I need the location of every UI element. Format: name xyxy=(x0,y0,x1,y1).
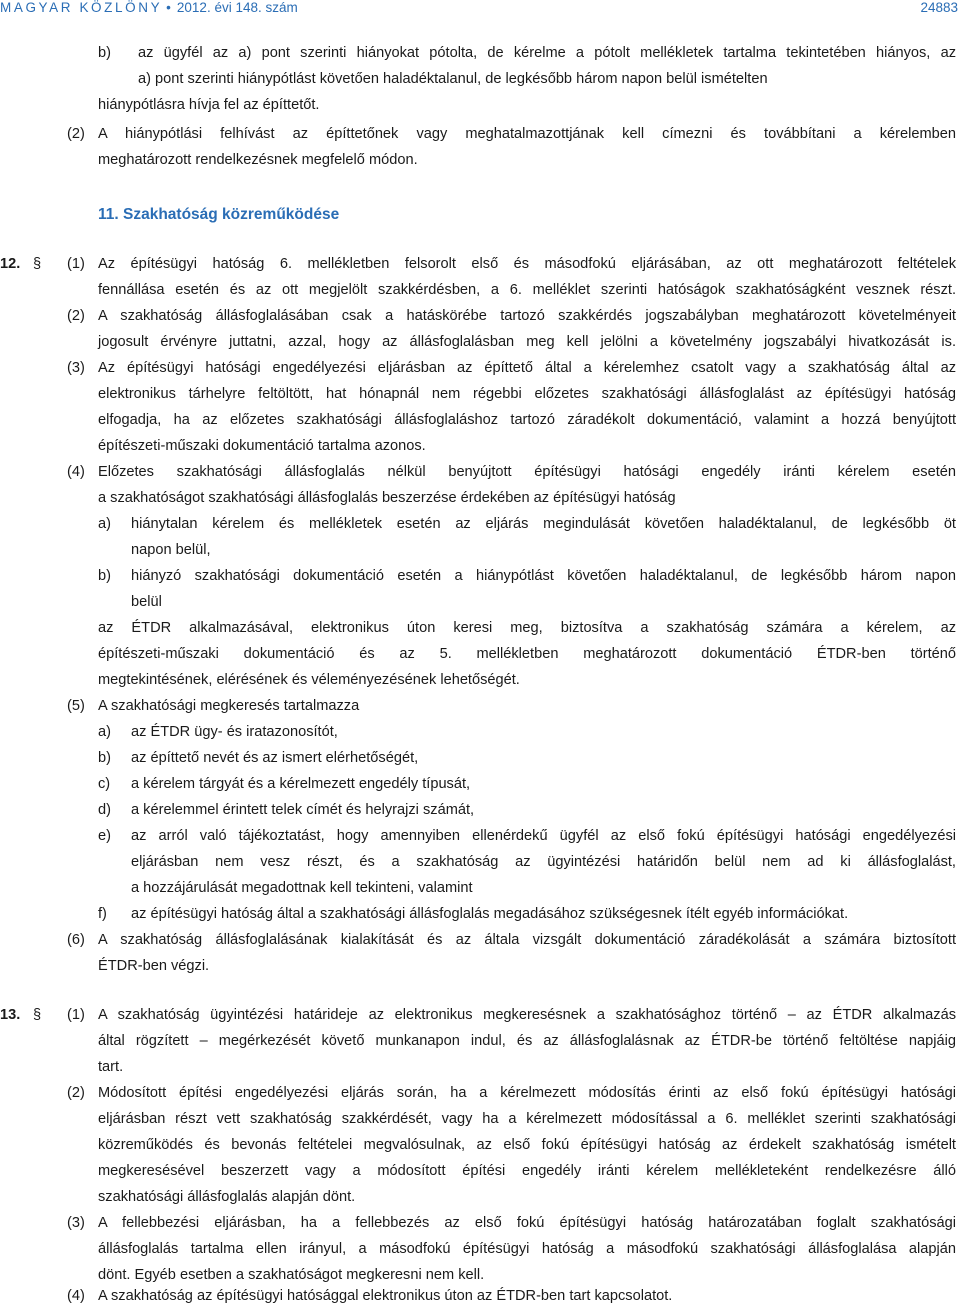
text-line: A szakhatóság állásfoglalásában csak a hatáskörébe tartozó szakkérdés jogszabályban meghatározott követelményeit xyxy=(98,308,956,324)
section-sign: § xyxy=(33,256,42,272)
text-line: hiányzó szakhatósági dokumentáció esetén a hiánypótlást követően haladéktalanul, de legkésőbb három napon xyxy=(131,568,956,584)
list-label: (6) xyxy=(67,932,85,948)
header-bullet: • xyxy=(166,0,171,15)
text-line: a hozzájárulását megadottnak kell tekinteni, valamint xyxy=(131,880,473,896)
text-line: megtekintésének, elérésének és véleményezésének lehetőségét. xyxy=(98,672,520,688)
list-label: b) xyxy=(98,568,111,584)
text-line: által rögzített – megérkezését követő munkanapon indul, és az állásfoglalásnak az ÉTDR-be történő feltöltése napjáig xyxy=(98,1033,956,1049)
list-label: a) xyxy=(98,516,111,532)
text-line: az ügyfél az a) pont szerinti hiányokat pótolta, de kérelme a pótolt mellékletek tartalma tekintetében hiányos, az xyxy=(138,45,956,61)
text-line: megkeresésével beszerzett vagy a módosított építési engedély iránti kérelem mellékleteként rendelkezésre álló xyxy=(98,1163,956,1179)
text-line: Előzetes szakhatósági állásfoglalás nélkül benyújtott építésügyi hatósági engedély iránti kérelem esetén xyxy=(98,464,956,480)
text-line: belül xyxy=(131,594,162,610)
text-line: állásfoglalás tartalma ellen irányul, a másodfokú építésügyi hatóság a másodfokú szakhatósági állásfoglalása alapján xyxy=(98,1241,956,1257)
text-line: eljárásban nem vesz részt, és a szakhatóság az ügyintézési határidőn belül nem ad ki állásfoglalást, xyxy=(131,854,956,870)
publication-title: MAGYAR KÖZLÖNY xyxy=(0,0,163,15)
text-line: eljárásban részt vett szakhatóság szakkérdését, vagy ha a kérelmezett módosítással a 6. melléklet szerinti szakhatósági xyxy=(98,1111,956,1127)
list-label: (2) xyxy=(67,308,85,324)
text-line: Az építésügyi hatóság 6. mellékletben felsorolt első és másodfokú eljárásában, az ott meghatározott feltételek xyxy=(98,256,956,272)
text-line: építészeti-műszaki dokumentáció és az 5. mellékletben meghatározott dokumentáció ÉTDR-ben történő xyxy=(98,646,956,662)
text-line: ÉTDR-ben végzi. xyxy=(98,958,210,974)
page-number: 24883 xyxy=(920,0,958,15)
list-label: f) xyxy=(98,906,107,922)
text-line: az arról való tájékoztatást, hogy amennyiben ellenérdekű ügyfél az első fokú építésügyi hatósági engedélyezési xyxy=(131,828,956,844)
text-line: napon belül, xyxy=(131,542,211,558)
text-line: építészeti-műszaki dokumentáció tartalma azonos. xyxy=(98,438,426,454)
list-label: (5) xyxy=(67,698,85,714)
list-label: b) xyxy=(98,45,111,61)
text-line: A szakhatóság állásfoglalásának kialakítását és az általa vizsgált dokumentáció záradékolását a számára biztosított xyxy=(98,932,956,948)
list-label: (3) xyxy=(67,1215,85,1231)
text-line: a) pont szerinti hiánypótlást követően haladéktalanul, de legkésőbb három napon belül ismételten xyxy=(138,71,768,87)
list-label: (1) xyxy=(67,256,85,272)
list-label: (2) xyxy=(67,1085,85,1101)
text-line: szakhatósági állásfoglalás alapján dönt. xyxy=(98,1189,356,1205)
section-number: 13. xyxy=(0,1007,21,1023)
list-label: b) xyxy=(98,750,111,766)
text-line: hiánytalan kérelem és mellékletek esetén az eljárás megindulását követően haladéktalanul, de legkésőbb öt xyxy=(131,516,956,532)
text-line: A szakhatóság az építésügyi hatósággal elektronikus úton az ÉTDR-ben tart kapcsolatot. xyxy=(98,1288,673,1304)
section-sign: § xyxy=(33,1007,42,1023)
text-line: a kérelemmel érintett telek címét és helyrajzi számát, xyxy=(131,802,475,818)
text-line: az ÉTDR alkalmazásával, elektronikus úton keresi meg, biztosítva a szakhatóság számára a kérelem, az xyxy=(98,620,956,636)
section-number: 12. xyxy=(0,256,21,272)
list-label: (4) xyxy=(67,464,85,480)
text-line: elfogadja, ha az előzetes szakhatósági állásfoglaláshoz tartozó záradékolt dokumentáció, valamint a hozzá benyújtott xyxy=(98,412,956,428)
list-label: c) xyxy=(98,776,111,792)
list-label: (4) xyxy=(67,1288,85,1304)
list-label: (1) xyxy=(67,1007,85,1023)
list-label: e) xyxy=(98,828,111,844)
text-line: A szakhatósági megkeresés tartalmazza xyxy=(98,698,360,714)
list-label: (2) xyxy=(67,126,85,142)
text-line: a kérelem tárgyát és a kérelmezett engedély típusát, xyxy=(131,776,471,792)
issue-label: 2012. évi 148. szám xyxy=(176,0,298,15)
list-label: d) xyxy=(98,802,111,818)
text-line: meghatározott rendelkezésnek megfelelő módon. xyxy=(98,152,418,168)
page-header xyxy=(0,0,960,16)
text-line: Módosított építési engedélyezési eljárás során, ha a kérelmezett módosítás érinti az első fokú építésügyi hatósági xyxy=(98,1085,956,1101)
text-line: Az építésügyi hatósági engedélyezési eljárásban az építtető által a kérelemhez csatolt vagy a szakhatóság által az xyxy=(98,360,956,376)
text-line: elektronikus tárhelyre feltöltött, hat hónapnál nem régebbi előzetes szakhatósági állásfoglalást az építésügyi hatóság xyxy=(98,386,956,402)
text-line: hiánypótlásra hívja fel az építtetőt. xyxy=(98,97,320,113)
running-head xyxy=(0,0,298,16)
text-line: A fellebbezési eljárásban, ha a fellebbezés az első fokú építésügyi hatóság határozatában foglalt szakhatósági xyxy=(98,1215,956,1231)
list-label: (3) xyxy=(67,360,85,376)
text-line: az építésügyi hatóság által a szakhatósági állásfoglalás megadásához szükségesnek ítélt egyéb információkat. xyxy=(131,906,849,922)
text-line: A szakhatóság ügyintézési határideje az elektronikus megkeresésnek a szakhatósághoz történő – az ÉTDR alkalmazás xyxy=(98,1007,956,1023)
text-line: közreműködés és bevonás feltételei megvalósulnak, az első fokú építésügyi hatóság az érdekelt szakhatóság ismételt xyxy=(98,1137,956,1153)
text-line: az építtető nevét és az ismert elérhetőségét, xyxy=(131,750,419,766)
text-line: tart. xyxy=(98,1059,124,1075)
text-line: A hiánypótlási felhívást az építtetőnek vagy meghatalmazottjának kell címezni és továbbítani a kérelemben xyxy=(98,126,956,142)
chapter-heading: 11. Szakhatóság közreműködése xyxy=(98,206,340,223)
text-line: az ÉTDR ügy- és iratazonosítót, xyxy=(131,724,338,740)
text-line: jogosult érvényre juttatni, azzal, hogy az állásfoglalásban meg kell jelölni a követelmény jogszabályi hivatkozását is. xyxy=(98,334,956,350)
text-line: dönt. Egyéb esetben a szakhatóságot megkeresni nem kell. xyxy=(98,1267,485,1283)
text-line: a szakhatóságot szakhatósági állásfoglalás beszerzése érdekében az építésügyi hatóság xyxy=(98,490,676,506)
text-line: fennállása esetén és az ott megjelölt szakkérdésben, a 6. melléklet szerinti hatóságok szakhatóságként vesznek részt. xyxy=(98,282,956,298)
list-label: a) xyxy=(98,724,111,740)
